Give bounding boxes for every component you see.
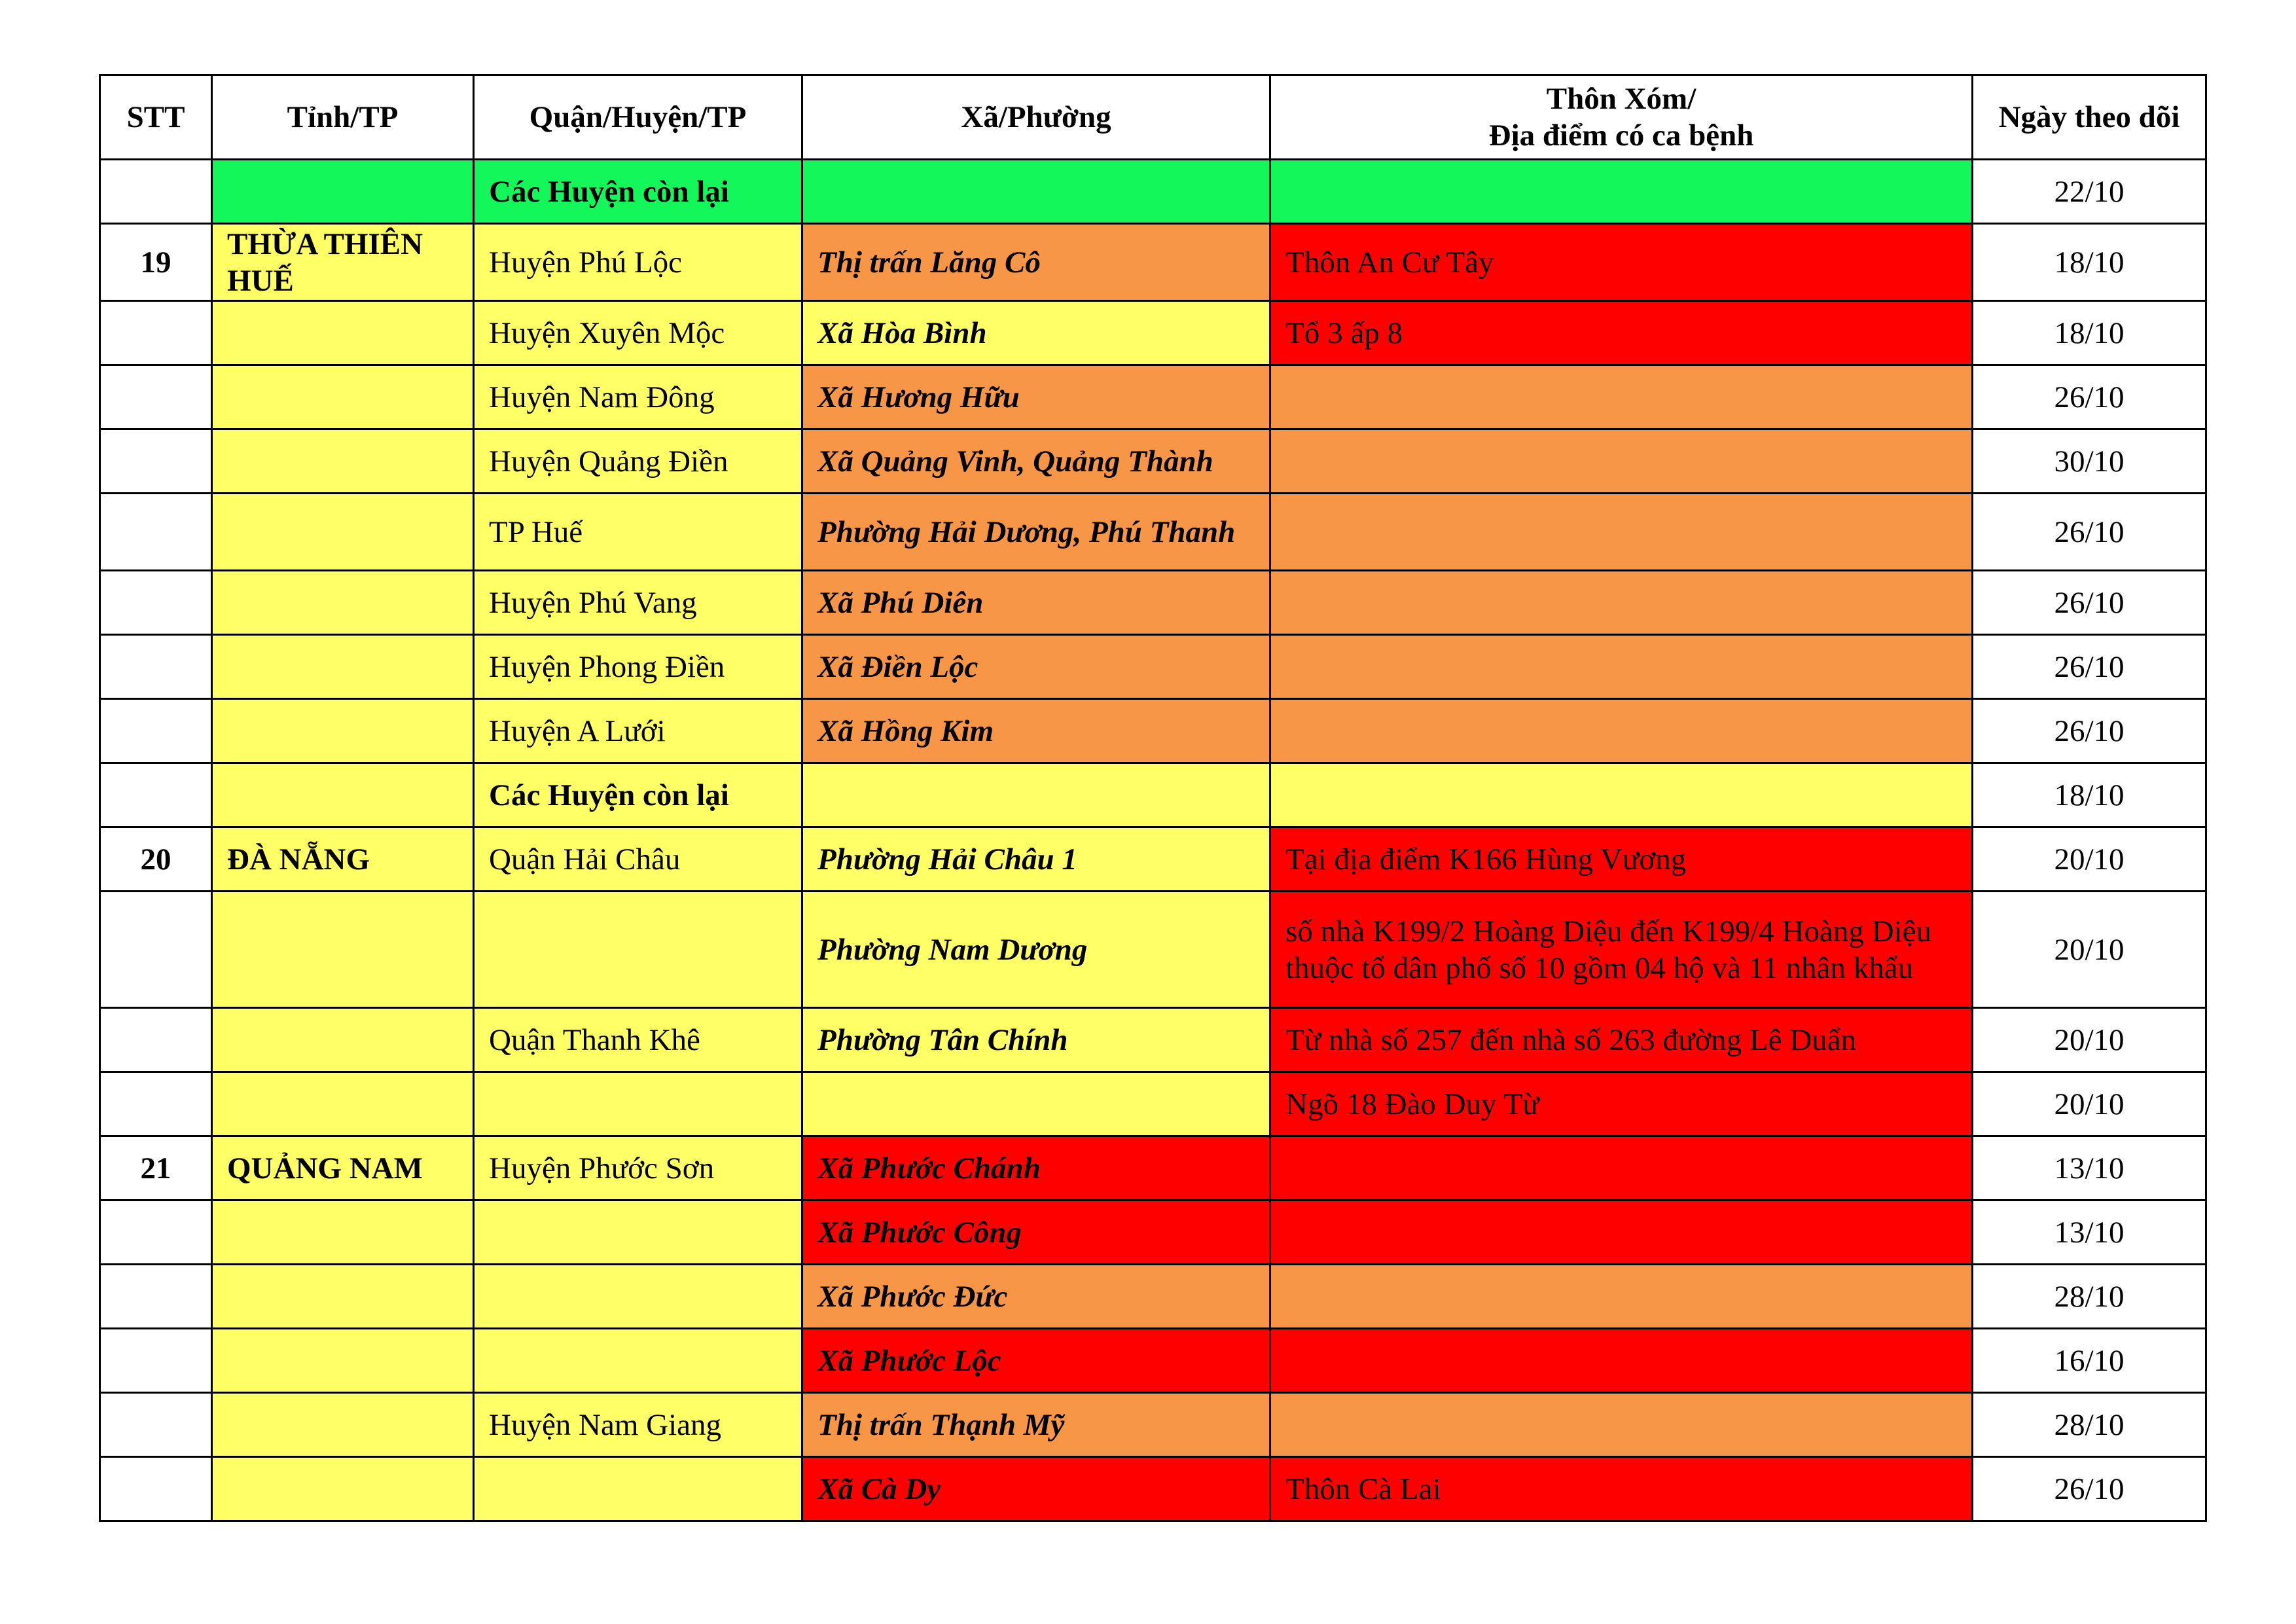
date-cell: 26/10 xyxy=(1973,365,2206,429)
province-cell: THỪA THIÊN HUẾ xyxy=(212,224,474,301)
district-cell xyxy=(474,1072,802,1136)
district-cell: Huyện Phước Sơn xyxy=(474,1136,802,1200)
table-row xyxy=(100,635,2206,699)
date-cell: 20/10 xyxy=(1973,827,2206,892)
district-cell xyxy=(474,1265,802,1329)
date-cell: 28/10 xyxy=(1973,1265,2206,1329)
district-cell: Huyện Phú Lộc xyxy=(474,224,802,301)
hamlet-cell: Ngõ 18 Đào Duy Từ xyxy=(1270,1072,1973,1136)
stt-cell xyxy=(100,892,212,1008)
table-row xyxy=(100,494,2206,571)
commune-cell xyxy=(802,1072,1270,1136)
commune-cell: Thị trấn Lăng Cô xyxy=(802,224,1270,301)
commune-cell: Phường Hải Dương, Phú Thanh xyxy=(802,494,1270,571)
stt-cell xyxy=(100,160,212,224)
stt-cell: 19 xyxy=(100,224,212,301)
table-row xyxy=(100,1008,2206,1072)
date-cell: 20/10 xyxy=(1973,1008,2206,1072)
stt-cell: 20 xyxy=(100,827,212,892)
district-cell: Huyện Phong Điền xyxy=(474,635,802,699)
hamlet-cell xyxy=(1270,1200,1973,1265)
district-cell xyxy=(474,892,802,1008)
table-row xyxy=(100,429,2206,494)
province-cell xyxy=(212,763,474,827)
province-cell xyxy=(212,1329,474,1393)
date-cell: 18/10 xyxy=(1973,301,2206,365)
commune-cell xyxy=(802,763,1270,827)
table-row xyxy=(100,301,2206,365)
table-row xyxy=(100,892,2206,1008)
stt-cell xyxy=(100,1265,212,1329)
table-row xyxy=(100,699,2206,763)
stt-cell xyxy=(100,429,212,494)
province-cell xyxy=(212,301,474,365)
date-cell: 20/10 xyxy=(1973,1072,2206,1136)
province-cell xyxy=(212,1008,474,1072)
province-cell xyxy=(212,699,474,763)
header-hamlet-line2: Địa điểm có ca bệnh xyxy=(1488,118,1754,153)
header-stt: STT xyxy=(100,75,212,160)
district-cell: Các Huyện còn lại xyxy=(474,763,802,827)
province-cell xyxy=(212,160,474,224)
table-row xyxy=(100,571,2206,635)
table-row xyxy=(100,1136,2206,1200)
date-cell: 18/10 xyxy=(1973,763,2206,827)
commune-cell: Xã Phú Diên xyxy=(802,571,1270,635)
commune-cell: Xã Cà Dy xyxy=(802,1457,1270,1521)
hamlet-cell: Từ nhà số 257 đến nhà số 263 đường Lê Duẩn xyxy=(1270,1008,1973,1072)
commune-cell: Xã Quảng Vinh, Quảng Thành xyxy=(802,429,1270,494)
stt-cell xyxy=(100,1393,212,1457)
date-cell: 30/10 xyxy=(1973,429,2206,494)
hamlet-cell xyxy=(1270,494,1973,571)
commune-cell: Phường Nam Dương xyxy=(802,892,1270,1008)
hamlet-cell xyxy=(1270,763,1973,827)
commune-cell: Xã Điền Lộc xyxy=(802,635,1270,699)
hamlet-cell: Thôn Cà Lai xyxy=(1270,1457,1973,1521)
header-province: Tỉnh/TP xyxy=(212,75,474,160)
district-cell: Huyện Nam Đông xyxy=(474,365,802,429)
stt-cell xyxy=(100,301,212,365)
province-cell xyxy=(212,1393,474,1457)
hamlet-cell: Tại địa điểm K166 Hùng Vương xyxy=(1270,827,1973,892)
district-cell: Huyện Nam Giang xyxy=(474,1393,802,1457)
hamlet-cell: Thôn An Cư Tây xyxy=(1270,224,1973,301)
district-cell xyxy=(474,1200,802,1265)
date-cell: 13/10 xyxy=(1973,1136,2206,1200)
hamlet-cell xyxy=(1270,429,1973,494)
table-row xyxy=(100,1072,2206,1136)
district-cell xyxy=(474,1457,802,1521)
hamlet-cell: số nhà K199/2 Hoàng Diệu đến K199/4 Hoàng Diệu thuộc tổ dân phố số 10 gồm 04 hộ và 11 nhân khẩu xyxy=(1270,892,1973,1008)
stt-cell xyxy=(100,1200,212,1265)
date-cell: 18/10 xyxy=(1973,224,2206,301)
table-row xyxy=(100,1457,2206,1521)
province-cell xyxy=(212,1200,474,1265)
table-row xyxy=(100,1393,2206,1457)
commune-cell: Xã Phước Đức xyxy=(802,1265,1270,1329)
hamlet-cell xyxy=(1270,699,1973,763)
date-cell: 26/10 xyxy=(1973,494,2206,571)
date-cell: 26/10 xyxy=(1973,635,2206,699)
stt-cell xyxy=(100,1329,212,1393)
district-cell: Huyện Xuyên Mộc xyxy=(474,301,802,365)
district-cell: Huyện Quảng Điền xyxy=(474,429,802,494)
province-cell: ĐÀ NẴNG xyxy=(212,827,474,892)
hamlet-cell xyxy=(1270,1265,1973,1329)
stt-cell xyxy=(100,571,212,635)
commune-cell: Phường Hải Châu 1 xyxy=(802,827,1270,892)
province-cell: QUẢNG NAM xyxy=(212,1136,474,1200)
date-cell: 26/10 xyxy=(1973,1457,2206,1521)
outbreak-table xyxy=(99,74,2207,1522)
stt-cell xyxy=(100,1008,212,1072)
province-cell xyxy=(212,1072,474,1136)
table-row xyxy=(100,827,2206,892)
commune-cell: Thị trấn Thạnh Mỹ xyxy=(802,1393,1270,1457)
stt-cell xyxy=(100,1457,212,1521)
header-row xyxy=(100,75,2206,160)
header-hamlet xyxy=(1270,75,1973,160)
header-date: Ngày theo dõi xyxy=(1973,75,2206,160)
table-row xyxy=(100,365,2206,429)
province-cell xyxy=(212,1457,474,1521)
commune-cell: Xã Hòa Bình xyxy=(802,301,1270,365)
commune-cell: Xã Hồng Kim xyxy=(802,699,1270,763)
hamlet-cell xyxy=(1270,365,1973,429)
district-cell xyxy=(474,1329,802,1393)
commune-cell: Xã Hương Hữu xyxy=(802,365,1270,429)
district-cell: Quận Thanh Khê xyxy=(474,1008,802,1072)
commune-cell: Xã Phước Công xyxy=(802,1200,1270,1265)
table-row xyxy=(100,1200,2206,1265)
district-cell: TP Huế xyxy=(474,494,802,571)
stt-cell xyxy=(100,365,212,429)
date-cell: 20/10 xyxy=(1973,892,2206,1008)
commune-cell xyxy=(802,160,1270,224)
date-cell: 26/10 xyxy=(1973,571,2206,635)
hamlet-cell xyxy=(1270,1393,1973,1457)
header-hamlet-line1: Thôn Xóm/ xyxy=(1546,82,1696,116)
stt-cell: 21 xyxy=(100,1136,212,1200)
commune-cell: Phường Tân Chính xyxy=(802,1008,1270,1072)
table-row xyxy=(100,160,2206,224)
date-cell: 16/10 xyxy=(1973,1329,2206,1393)
province-cell xyxy=(212,635,474,699)
commune-cell: Xã Phước Lộc xyxy=(802,1329,1270,1393)
hamlet-cell xyxy=(1270,1136,1973,1200)
province-cell xyxy=(212,892,474,1008)
stt-cell xyxy=(100,494,212,571)
province-cell xyxy=(212,365,474,429)
province-cell xyxy=(212,494,474,571)
date-cell: 26/10 xyxy=(1973,699,2206,763)
table-row xyxy=(100,224,2206,301)
header-district: Quận/Huyện/TP xyxy=(474,75,802,160)
stt-cell xyxy=(100,635,212,699)
district-cell: Các Huyện còn lại xyxy=(474,160,802,224)
commune-cell: Xã Phước Chánh xyxy=(802,1136,1270,1200)
stt-cell xyxy=(100,699,212,763)
date-cell: 13/10 xyxy=(1973,1200,2206,1265)
hamlet-cell xyxy=(1270,1329,1973,1393)
hamlet-cell: Tổ 3 ấp 8 xyxy=(1270,301,1973,365)
date-cell: 28/10 xyxy=(1973,1393,2206,1457)
hamlet-cell xyxy=(1270,571,1973,635)
header-commune: Xã/Phường xyxy=(802,75,1270,160)
district-cell: Quận Hải Châu xyxy=(474,827,802,892)
table-row xyxy=(100,1265,2206,1329)
hamlet-cell xyxy=(1270,635,1973,699)
district-cell: Huyện Phú Vang xyxy=(474,571,802,635)
province-cell xyxy=(212,429,474,494)
stt-cell xyxy=(100,763,212,827)
province-cell xyxy=(212,571,474,635)
province-cell xyxy=(212,1265,474,1329)
stt-cell xyxy=(100,1072,212,1136)
table-row xyxy=(100,763,2206,827)
table-row xyxy=(100,1329,2206,1393)
district-cell: Huyện A Lưới xyxy=(474,699,802,763)
date-cell: 22/10 xyxy=(1973,160,2206,224)
hamlet-cell xyxy=(1270,160,1973,224)
